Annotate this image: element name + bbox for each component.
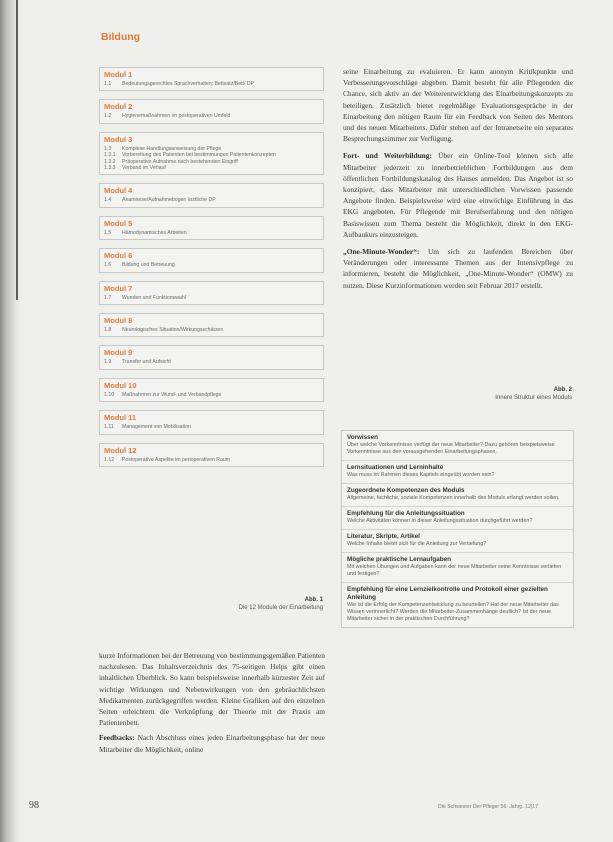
- module-row-text: Wunden und Funktionswahl: [122, 294, 186, 301]
- module-row: [104, 230, 319, 236]
- paragraph-text: kurze Informationen bei der Betreuung von bestimmungsgemäßen Patienten nachzulesen. Das Inhaltsverzeichnis des 75-seitigen Helps gibt einen inhaltlichen Überblick. So kann beispielsweise innerhalb kürzester Zeit auf wichtige Wirkungen und Nebenwirkungen von den gebräuchlichsten Medikamenten zurückgegriffen werden. Kleine Grafiken auf den einzelnen Seiten erleichtern die Verknüpfung der Theorie mit der Praxis am Patientenbett.: [99, 651, 325, 728]
- page-number: 98: [29, 800, 39, 811]
- paragraph-text: Um sich zu laufenden Bereichen über Veränderungen oder interessante Themen aus der Intensivpflege zu informieren, besteht die Möglichkeit, „One-Minute-Wonder“ (OMW) zu nutzen. Diese Kurzinformationen werden seit Februar 2017 erstellt.: [343, 247, 573, 290]
- right-column-text: [343, 66, 573, 291]
- module-row-number: 1.7: [104, 294, 112, 301]
- module-title: Modul 1: [104, 70, 133, 79]
- structure-item-text: Wie ist die Erfolg der Kompetenzentwicklung zu beurteilen? Hat der neue Mitarbeiter das Wissen verinnerlicht? Werden die Mitarbeiter-Zusammenhänge deutlich? Ist der neue Mitarbeiter sicher in der praktischen Durchführung?: [347, 602, 559, 622]
- module-title: Modul 2: [104, 102, 133, 112]
- module-box: [99, 281, 324, 305]
- structure-item-heading: Lernsituationen und Lerninhalte: [347, 464, 444, 471]
- structure-item-text: Allgemeine, fachliche, soziale Kompetenzen innerhalb des Moduls erlangt werden sollen.: [347, 495, 560, 501]
- module-row-number: 1.3.1: [104, 152, 116, 159]
- module-box: [99, 378, 324, 402]
- module-box: [99, 345, 324, 369]
- module-row-number: 1.4: [104, 197, 112, 204]
- page-footer: Die Schwester Der Pfleger 56. Jahrg. 12|17: [438, 804, 538, 810]
- module-title: Modul 6: [104, 251, 133, 261]
- module-row-text: Management von Mobilisation: [122, 424, 191, 431]
- structure-item-text: Welche Aktivitäten können in dieser Anleitungssituation durchgeführt werden?: [347, 518, 533, 524]
- module-row: [104, 81, 319, 87]
- module-row-text: Postoperative Aspekte im perioperativen Raum: [122, 456, 231, 463]
- module-row: [104, 359, 319, 365]
- module-row-text: Hygienemaßnahmen im postoperativen Umfeld: [122, 113, 231, 120]
- module-row-text: Verband im Verlauf: [122, 165, 166, 172]
- module-box: [99, 67, 324, 91]
- module-row-number: 1.3.3: [104, 165, 116, 172]
- module-row-text: Bildung und Betreuung: [122, 262, 175, 269]
- module-row-text: Komplexe Handlungsanweisung der Pflege: [122, 145, 222, 152]
- structure-item: [342, 461, 573, 484]
- structure-item: [342, 484, 573, 507]
- structure-item: [342, 583, 573, 627]
- module-row-number: 1.12: [104, 456, 115, 463]
- body-paragraph: [99, 650, 325, 728]
- module-row: [104, 295, 319, 301]
- module-box: [99, 183, 324, 207]
- module-box: [99, 443, 324, 467]
- module-row-text: Neurologisches Situation/Wirkungsschätzen: [122, 327, 224, 334]
- module-row: [104, 113, 319, 119]
- module-row: [104, 262, 319, 268]
- figure-caption-2-text: Innere Struktur eines Moduls: [495, 395, 572, 401]
- paragraph-text: Über ein Online-Tool können sich alle Mitarbeiter jederzeit zu innerbetrieblichen Fortbildungen aus dem öffentlichen Fortbildungskatalog des Hauses anmelden. Das Angebot ist so konzipiert, dass Mitarbeiter mit unterschiedlichen Vorwissen passende Angebote finden. Beispielsweise wird eine einwöchige Einführung in das EKG angeboten. Für Pflegende mit Berufserfahrung und den nötigen Basiswissen zum Thema besteht die Möglichkeit, direkt in den EKG-Aufbaukurs einzusteigen.: [343, 151, 573, 239]
- module-title: Modul 5: [104, 218, 133, 228]
- module-row-text: Anamnese/Aufnahmebogen ärztliche DP: [122, 197, 216, 204]
- module-row-text: Präoperative Aufnahme nach bestehenden Eingriff: [122, 158, 238, 165]
- module-row: [104, 197, 319, 203]
- figure-caption-1-text: Die 12 Module der Einarbeitung: [238, 605, 323, 611]
- module-row: [104, 327, 319, 333]
- module-row: [104, 424, 319, 430]
- paragraph-lead: Feedbacks:: [99, 733, 135, 743]
- structure-item-heading: Empfehlung für die Anleitungssituation: [347, 510, 465, 517]
- module-title: Modul 9: [104, 348, 133, 358]
- module-row-number: 1.3.2: [104, 158, 116, 165]
- structure-item-text: Welche Inhalte bietet sich für die Anleitung zur Vertiefung?: [347, 541, 487, 547]
- module-box: [99, 216, 324, 240]
- module-row: [104, 165, 319, 171]
- module-list: [99, 67, 324, 475]
- body-paragraph: [99, 732, 325, 754]
- left-column-text: [99, 650, 325, 755]
- structure-item-heading: Vorwissen: [347, 434, 379, 441]
- section-label: Bildung: [101, 31, 141, 43]
- structure-item: [342, 553, 573, 583]
- module-box: [99, 410, 324, 434]
- module-box: [99, 99, 324, 123]
- module-title: Modul 12: [104, 445, 137, 455]
- structure-item: [342, 431, 573, 461]
- module-title: Modul 10: [104, 380, 137, 390]
- module-title: Modul 8: [104, 316, 133, 326]
- module-row-number: 1.1: [104, 81, 112, 87]
- figure-caption-1-label: Abb. 1: [304, 597, 323, 603]
- module-row-text: Transfer und Aufsicht: [122, 359, 171, 366]
- module-row-text: Hämodynamisches Arbeiten: [122, 229, 187, 236]
- structure-item-heading: Empfehlung für eine Lernzielkontrolle und Protokoll einer gezielten Anleitung: [347, 586, 548, 601]
- module-row-number: 1.8: [104, 327, 112, 334]
- module-title: Modul 3: [104, 134, 133, 144]
- module-title: Modul 7: [104, 283, 133, 293]
- module-row-number: 1.3: [104, 145, 112, 152]
- module-box: [99, 313, 324, 337]
- body-paragraph: [343, 66, 573, 144]
- figure-caption-2-label: Abb. 2: [553, 387, 572, 393]
- module-row-number: 1.9: [104, 359, 112, 366]
- structure-item-text: Mit welchen Übungen und Aufgaben kann der neue Mitarbeiter seine Kenntnisse vertiefen und festigen?: [347, 564, 562, 577]
- module-title: Modul 11: [104, 413, 137, 423]
- paragraph-lead: „One-Minute-Wonder“:: [343, 247, 420, 257]
- module-row-number: 1.5: [104, 229, 112, 236]
- figure-caption-2: [420, 386, 572, 402]
- structure-item-heading: Zugeordnete Kompetenzen des Moduls: [347, 487, 465, 494]
- structure-item-heading: Mögliche praktische Lernaufgaben: [347, 556, 451, 563]
- module-row-number: 1.10: [104, 391, 115, 398]
- module-row-text: Bedeutungsgerechtes Sprachverhalten; Bettsatz/Bett/ DP: [122, 81, 255, 87]
- module-box: [99, 248, 324, 272]
- body-paragraph: [343, 150, 573, 240]
- structure-item: [342, 507, 573, 530]
- module-structure-box: [341, 430, 574, 628]
- page-binding-shadow: [0, 0, 22, 842]
- structure-item-heading: Literatur, Skripte, Artikel: [347, 533, 420, 540]
- module-row-number: 1.6: [104, 262, 112, 269]
- module-title: Modul 4: [104, 186, 133, 196]
- binding-edge-mark: [16, 0, 18, 300]
- structure-item: [342, 530, 573, 553]
- paragraph-lead: Fort- und Weiterbildung:: [343, 151, 432, 161]
- figure-caption-1: [150, 596, 323, 612]
- structure-item-text: Was muss im Rahmen dieses Kapitels eingeübt worden sein?: [347, 472, 495, 478]
- structure-item-text: Über welche Vorkenntnisse verfügt der neue Mitarbeiter? Dazu gehören beispielsweise Vorkenntnisse aus den vorausgehenden Einarbeitungsphasen.: [347, 442, 555, 455]
- module-row-text: Maßnahmen zur Wund- und Verbandpflege: [122, 391, 222, 398]
- paragraph-text: seine Einarbeitung zu evaluieren. Er kann anonym Kritikpunkte und Verbesserungsvorschläge abgeben. Damit besteht für alle Pflegenden die Chance, sich aktiv an der Weiterentwicklung des Einarbeitungskonzepts zu beteiligen. Zusätzlich bietet regelmäßige Evaluationsgespräche in der Einarbeitung den nötigen Raum für ein Feedback von Seiten des Mentors und des neuen Mitarbeiters. Dafür stehen auf der Intranetseite ein separates Besprechungszimmer zur Verfügung.: [343, 67, 573, 144]
- paragraph-text: Nach Abschluss eines jeden Einarbeitungsphase hat der neue Mitarbeiter die Möglichkeit, online: [99, 733, 325, 754]
- module-row-number: 1.11: [104, 424, 114, 431]
- module-row: [104, 392, 319, 398]
- module-row-text: Vorbereitung des Patienten bei bestimmungen Patientenkonzepten: [122, 152, 276, 159]
- module-row: [104, 457, 319, 463]
- body-paragraph: [343, 246, 573, 291]
- module-row-number: 1.2: [104, 113, 112, 120]
- module-box: [99, 132, 324, 176]
